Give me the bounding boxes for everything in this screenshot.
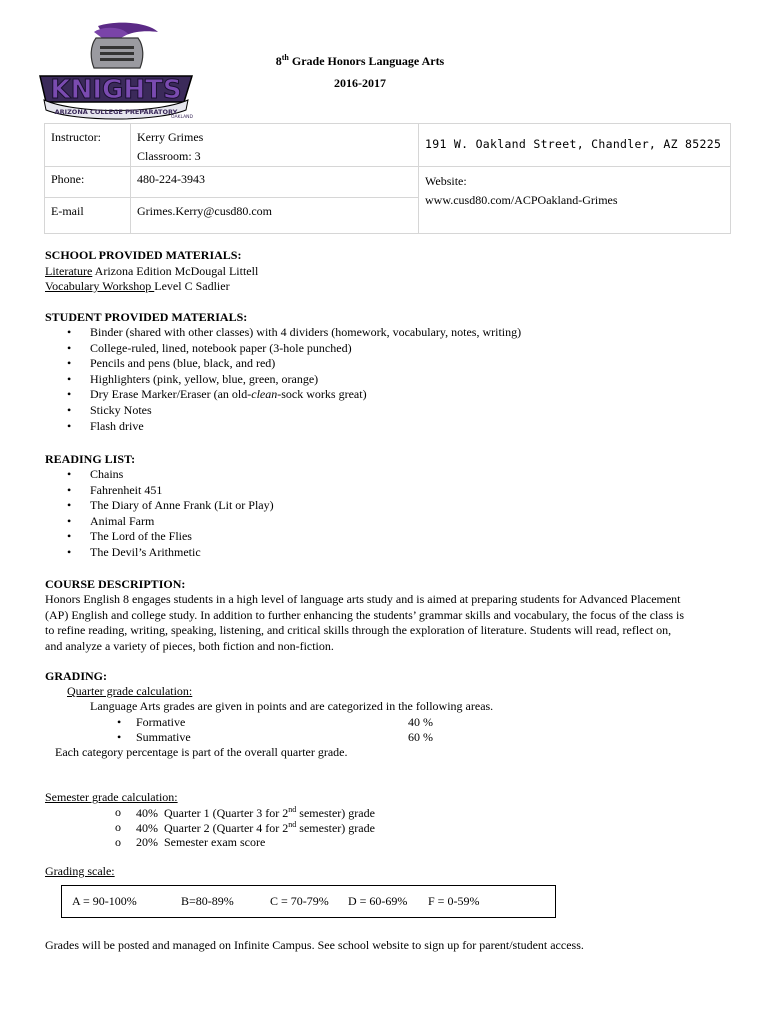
category-name: Summative — [136, 730, 191, 744]
email-address[interactable]: Grimes.Kerry@cusd80.com — [131, 198, 419, 234]
course-description-heading: COURSE DESCRIPTION: — [45, 577, 186, 591]
semester-item: 20% Semester exam score — [136, 835, 266, 849]
circle-bullet: o — [115, 805, 121, 819]
grade-a: A = 90-100% — [72, 894, 137, 908]
email-label: E-mail — [45, 198, 131, 234]
grade-c: C = 70-79% — [270, 894, 329, 908]
phone-number: 480-224-3943 — [131, 167, 419, 198]
grade-f: F = 0-59% — [428, 894, 480, 908]
semester-calc-label: Semester grade calculation: — [45, 790, 178, 804]
student-materials-list — [45, 325, 521, 434]
category-percent: 60 % — [408, 730, 433, 744]
instructor-name: Kerry Grimes — [137, 130, 204, 144]
list-item: • Sticky Notes — [45, 403, 521, 419]
grade-d: D = 60-69% — [348, 894, 408, 908]
school-logo — [36, 22, 196, 122]
list-item: • The Lord of the Flies — [45, 529, 274, 545]
instructor-cell — [131, 124, 419, 167]
instructor-info-table — [44, 123, 731, 234]
semester-item: 40% Quarter 1 (Quarter 3 for 2nd semester) grade — [136, 805, 375, 820]
list-item: • Fahrenheit 451 — [45, 483, 274, 499]
quarter-note: Each category percentage is part of the overall quarter grade. — [55, 745, 348, 759]
instructor-label: Instructor: — [45, 124, 131, 167]
list-item: • Animal Farm — [45, 514, 274, 530]
grading-heading: GRADING: — [45, 669, 107, 683]
semester-item: 40% Quarter 2 (Quarter 4 for 2nd semester) grade — [136, 820, 375, 835]
phone-label: Phone: — [45, 167, 131, 198]
quarter-calc-label: Quarter grade calculation: — [67, 684, 193, 698]
course-title: 8th Grade Honors Language Arts — [275, 53, 445, 68]
list-item: • Binder (shared with other classes) with 4 dividers (homework, vocabulary, notes, writing) — [45, 325, 521, 341]
classroom: Classroom: 3 — [137, 149, 201, 163]
list-item: • The Diary of Anne Frank (Lit or Play) — [45, 498, 274, 514]
svg-text:KNIGHTS: KNIGHTS — [50, 75, 182, 105]
list-item: • Chains — [45, 467, 274, 483]
student-materials-heading: STUDENT PROVIDED MATERIALS: — [45, 310, 248, 324]
grades-footer-note: Grades will be posted and managed on Infinite Campus. See school website to sign up for parent/student access. — [45, 938, 584, 952]
website-link[interactable]: www.cusd80.com/ACPOakland-Grimes — [425, 193, 618, 207]
quarter-intro: Language Arts grades are given in points and are categorized in the following areas. — [90, 699, 494, 713]
list-item: • Pencils and pens (blue, black, and red) — [45, 356, 521, 372]
svg-text:ARIZONA COLLEGE PREPARATORY: ARIZONA COLLEGE PREPARATORY — [54, 108, 178, 116]
website-cell — [419, 167, 731, 234]
bullet: • — [117, 730, 122, 744]
school-materials-heading: SCHOOL PROVIDED MATERIALS: — [45, 248, 242, 262]
grading-scale-box — [61, 885, 556, 918]
website-label: Website: — [425, 174, 467, 188]
school-year: 2016-2017 — [334, 76, 386, 90]
knight-helmet-logo-icon — [36, 22, 196, 122]
svg-text:OAKLAND: OAKLAND — [170, 115, 194, 120]
grade-b: B=80-89% — [181, 894, 234, 908]
grading-scale-label: Grading scale: — [45, 864, 115, 878]
list-item: • College-ruled, lined, notebook paper (3-hole punched) — [45, 341, 521, 357]
school-material-item: Literature Arizona Edition McDougal Littell — [45, 264, 259, 278]
school-material-item: Vocabulary Workshop Level C Sadlier — [45, 279, 230, 293]
address: 191 W. Oakland Street, Chandler, AZ 85225 — [419, 124, 731, 167]
category-percent: 40 % — [408, 715, 433, 729]
list-item: • Dry Erase Marker/Eraser (an old-clean-sock works great) — [45, 387, 521, 403]
list-item: • Flash drive — [45, 419, 521, 435]
course-description: Honors English 8 engages students in a high level of language arts study and is aimed at preparing students for Advanced Placement (AP) English and college study. In addition to further enhancing the students’ grammar skills and vocabulary, the focus of the class is to refine reading, writing, speaking, listening, and critical skills through the exploration of literature. Students will read, reflect on, and analyze a variety of pieces, both fiction and non-fiction. — [45, 592, 685, 653]
circle-bullet: o — [115, 820, 121, 834]
list-item: • The Devil’s Arithmetic — [45, 545, 274, 561]
bullet: • — [117, 715, 122, 729]
list-item: • Highlighters (pink, yellow, blue, green, orange) — [45, 372, 521, 388]
reading-list-heading: READING LIST: — [45, 452, 136, 466]
circle-bullet: o — [115, 835, 121, 849]
reading-list — [45, 467, 274, 561]
category-name: Formative — [136, 715, 186, 729]
